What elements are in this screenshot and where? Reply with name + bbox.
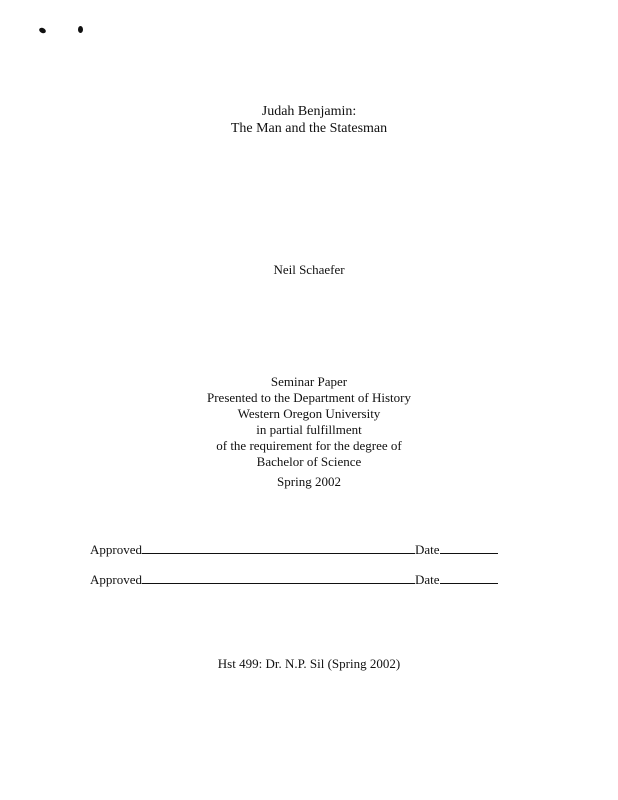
seminar-line-1: Seminar Paper [270, 374, 348, 389]
author-name: Neil Schaefer [273, 262, 345, 277]
approved-label: Approved [90, 542, 142, 557]
date-signature-line [440, 571, 498, 584]
seminar-line-4: in partial fulfillment [256, 422, 362, 437]
term-date: Spring 2002 [277, 474, 341, 489]
approval-row [90, 571, 498, 588]
course-instructor-line: Hst 499: Dr. N.P. Sil (Spring 2002) [217, 656, 401, 671]
seminar-line-6: Bachelor of Science [256, 454, 362, 469]
approved-label: Approved [90, 572, 142, 587]
seminar-line-3: Western Oregon University [237, 406, 381, 421]
date-label: Date [415, 542, 440, 557]
approved-signature-line [142, 571, 415, 584]
seminar-statement [0, 374, 618, 470]
approved-signature-line [142, 541, 415, 554]
title-line-1: Judah Benjamin: [261, 104, 357, 119]
scan-speck-mark [78, 26, 83, 33]
seminar-line-2: Presented to the Department of History [207, 390, 411, 405]
seminar-line-5: of the requirement for the degree of [216, 438, 402, 453]
date-label: Date [415, 572, 440, 587]
approval-row [90, 541, 498, 558]
date-signature-line [440, 541, 498, 554]
title-block [0, 103, 618, 137]
title-line-2: The Man and the Statesman [230, 121, 388, 136]
scan-speck-mark [38, 27, 46, 34]
